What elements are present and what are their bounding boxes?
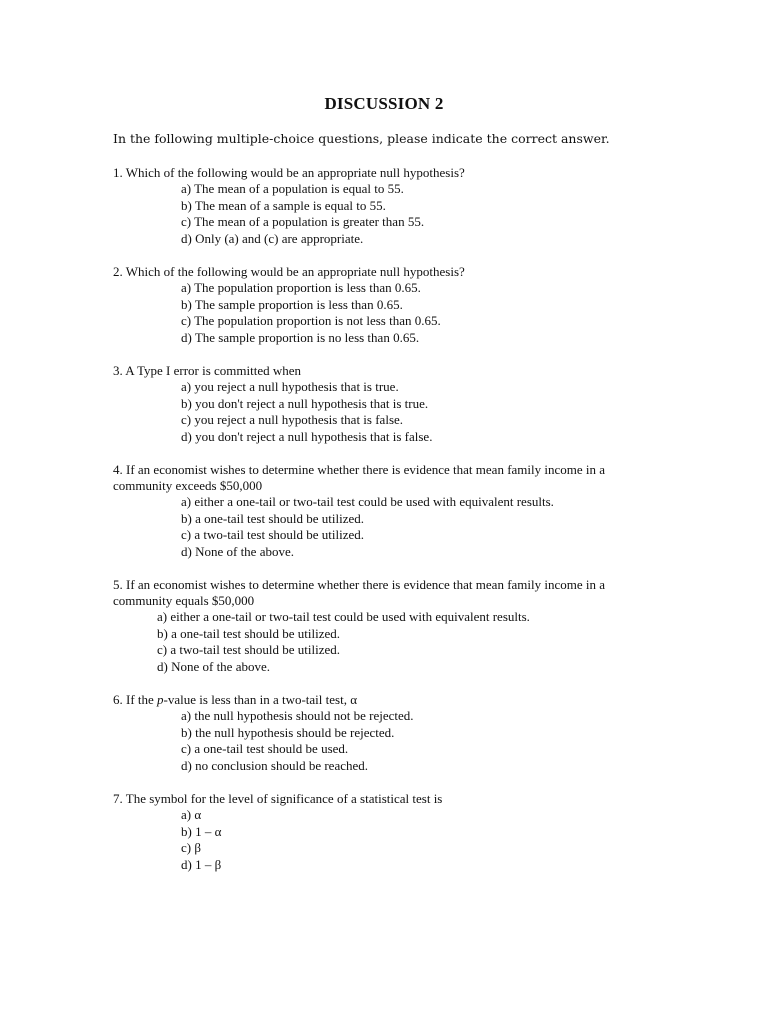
option-d: d) None of the above.	[157, 658, 270, 674]
question-stem-line: 4. If an economist wishes to determine whether there is evidence that mean family income in a	[113, 462, 606, 477]
option-d: d) 1 – β	[181, 856, 222, 872]
instructions-text: In the following multiple-choice questions, please indicate the correct answer.	[113, 131, 610, 146]
question-list	[113, 165, 653, 890]
question-stem-line: community exceeds $50,000	[113, 478, 263, 493]
option-c: c) The population proportion is not less than 0.65.	[181, 313, 441, 328]
question-stem-suffix: -value is less than in a two-tail test, α	[163, 692, 358, 707]
question-stem	[113, 462, 653, 494]
option-list	[181, 708, 653, 774]
option-b: b) the null hypothesis should be rejected.	[181, 724, 395, 740]
option-a: a) you reject a null hypothesis that is true.	[181, 379, 399, 394]
option-list	[157, 609, 653, 675]
option-b: b) The sample proportion is less than 0.65.	[181, 296, 403, 312]
question-6	[113, 692, 653, 774]
question-stem	[113, 577, 653, 609]
option-d: d) no conclusion should be reached.	[181, 757, 369, 773]
option-list	[181, 494, 653, 560]
option-b: b) you don't reject a null hypothesis that is true.	[181, 395, 429, 411]
question-stem: 2. Which of the following would be an appropriate null hypothesis?	[113, 264, 465, 279]
option-list	[181, 379, 653, 445]
option-d: d) None of the above.	[181, 543, 294, 559]
question-stem-prefix: 6. If the	[113, 692, 158, 707]
option-list	[181, 280, 653, 346]
option-c: c) a two-tail test should be utilized.	[157, 642, 341, 657]
question-1	[113, 165, 653, 247]
option-b: b) a one-tail test should be utilized.	[181, 510, 365, 526]
question-3	[113, 363, 653, 445]
option-b: b) 1 – α	[181, 823, 222, 839]
option-a: a) either a one-tail or two-tail test could be used with equivalent results.	[157, 609, 530, 624]
question-7	[113, 791, 653, 873]
option-a: a) the null hypothesis should not be rejected.	[181, 708, 414, 723]
option-d: d) The sample proportion is no less than 0.65.	[181, 329, 420, 345]
question-stem: 1. Which of the following would be an appropriate null hypothesis?	[113, 165, 465, 180]
option-c: c) a one-tail test should be used.	[181, 741, 349, 756]
page-title: DISCUSSION 2	[324, 94, 444, 113]
question-stem: 3. A Type I error is committed when	[113, 363, 302, 378]
question-stem-italic: p	[157, 692, 164, 707]
option-c: c) The mean of a population is greater than 55.	[181, 214, 425, 229]
option-d: d) Only (a) and (c) are appropriate.	[181, 230, 364, 246]
question-stem: 7. The symbol for the level of significance of a statistical test is	[113, 791, 443, 806]
option-a: a) α	[181, 807, 202, 822]
option-a: a) The mean of a population is equal to 55.	[181, 181, 404, 196]
question-stem-line: 5. If an economist wishes to determine whether there is evidence that mean family income in a	[113, 577, 606, 592]
option-list	[181, 181, 653, 247]
question-4	[113, 462, 653, 560]
question-stem-line: community equals $50,000	[113, 593, 255, 608]
question-2	[113, 264, 653, 346]
option-d: d) you don't reject a null hypothesis that is false.	[181, 428, 433, 444]
option-c: c) β	[181, 840, 201, 855]
option-b: b) a one-tail test should be utilized.	[157, 625, 341, 641]
option-a: a) The population proportion is less than 0.65.	[181, 280, 421, 295]
option-c: c) you reject a null hypothesis that is false.	[181, 412, 404, 427]
option-a: a) either a one-tail or two-tail test could be used with equivalent results.	[181, 494, 554, 509]
option-list	[181, 807, 653, 873]
question-5	[113, 577, 653, 675]
option-c: c) a two-tail test should be utilized.	[181, 527, 365, 542]
question-stem	[113, 692, 653, 708]
option-b: b) The mean of a sample is equal to 55.	[181, 197, 386, 213]
